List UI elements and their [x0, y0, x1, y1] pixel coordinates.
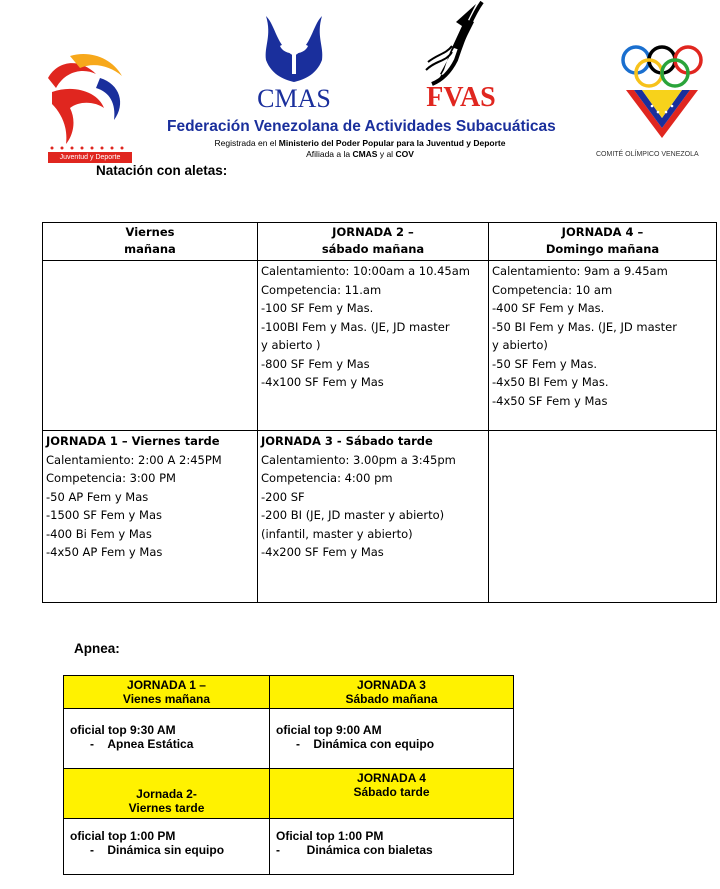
apnea-title: Apnea: [74, 641, 120, 656]
apnea-cell-jornada-3: oficial top 9:00 AM - Dinámica con equipo [270, 709, 514, 769]
apnea-cell-jornada-2: oficial top 1:00 PM - Dinámica sin equipo [64, 819, 270, 875]
natacion-title: Natación con aletas: [96, 163, 228, 178]
cell-jornada-2: Calentamiento: 10:00am a 10.45am Competencia: 11.am -100 SF Fem y Mas. -100BI Fem y Mas. (JE, JD master y abierto ) -800 SF Fem y Mas -4x100 SF Fem y Mas [258, 261, 489, 431]
natacion-schedule-table [42, 222, 717, 603]
cell-jornada-4: Calentamiento: 9am a 9.45am Competencia: 10 am -400 SF Fem y Mas. -50 BI Fem y Mas. (JE, JD master y abierto) -50 SF Fem y Mas. -4x50 BI Fem y Mas. -4x50 SF Fem y Mas [489, 261, 717, 431]
apnea-cell-jornada-1: oficial top 9:30 AM - Apnea Estática [64, 709, 270, 769]
juventud-label: Juventud y Deporte [48, 152, 132, 163]
apnea-header-jornada-4: JORNADA 4 Sábado tarde [270, 769, 514, 819]
header-viernes: Viernes mañana [43, 223, 258, 261]
coe-label: COMITÉ OLÍMPICO VENEZOLA [596, 151, 699, 158]
apnea-header-jornada-1: JORNADA 1 – Vienes mañana [64, 676, 270, 709]
apnea-cell-jornada-4: Oficial top 1:00 PM - Dinámica con bialetas [270, 819, 514, 875]
header-jornada-2: JORNADA 2 – sábado mañana [258, 223, 489, 261]
org-name: Federación Venezolana de Actividades Subacuáticas [167, 118, 556, 135]
cmas-text: CMAS [257, 84, 331, 110]
cell-jornada-3: JORNADA 3 - Sábado tarde Calentamiento: 3.00pm a 3:45pm Competencia: 4:00 pm -200 SF -200 BI (JE, JD master y abierto) (infantil, master y abierto) -4x200 SF Fem y Mas [258, 431, 489, 603]
fvas-text: FVAS [426, 82, 496, 110]
cmas-logo [246, 6, 342, 110]
fvas-logo [416, 0, 506, 110]
cell-empty [489, 431, 717, 603]
registered-line: Registrada en el Ministerio del Poder Popular para la Juventud y Deporte [214, 138, 506, 148]
apnea-header-jornada-3: JORNADA 3 Sábado mañana [270, 676, 514, 709]
affiliated-line: Afiliada a la CMAS y al COV [306, 149, 414, 159]
header-jornada-4: JORNADA 4 – Domingo mañana [489, 223, 717, 261]
apnea-schedule-table [63, 675, 514, 875]
cell-jornada-1: JORNADA 1 – Viernes tarde Calentamiento: 2:00 A 2:45PM Competencia: 3:00 PM -50 AP Fem y Mas -1500 SF Fem y Mas -400 Bi Fem y Mas -4x50 AP Fem y Mas [43, 431, 258, 603]
apnea-header-jornada-2: Jornada 2- Viernes tarde [64, 769, 270, 819]
cell-viernes-manana [43, 261, 258, 431]
